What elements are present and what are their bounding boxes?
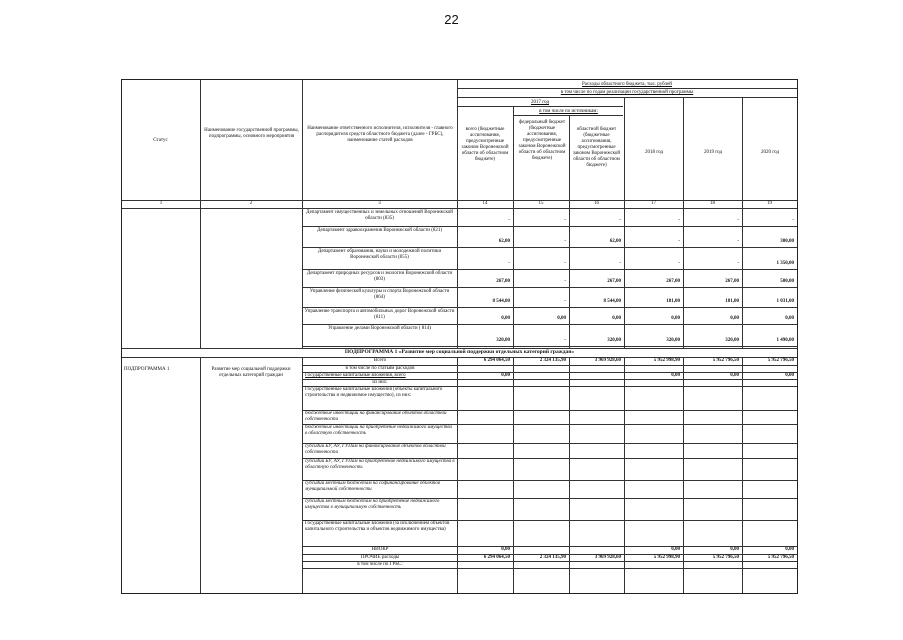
dept-row-value: - (564, 239, 566, 244)
dept-row-value: - (619, 218, 621, 223)
column-number: 2 (249, 201, 253, 206)
dept-row-value: - (564, 279, 566, 284)
dept-row-name: Департамент природных ресурсов и экологии Воронежской области (803) (306, 271, 453, 282)
detail-row-name: Государственные капитальные вложения, всего (305, 373, 406, 378)
detail-row-name: бюджетные инвестиции на финансирование объектов областной собственности (305, 411, 447, 422)
dept-row-value: 320,00 (496, 338, 510, 343)
dept-row-value: - (508, 261, 510, 266)
dept-row-name: Департамент имущественных и земельных отношений Воронежской области (835) (306, 210, 453, 221)
grid-line (742, 97, 743, 348)
detail-row-value: 0,00 (671, 373, 680, 378)
grid-line (302, 307, 797, 308)
column-number: 3 (378, 201, 381, 206)
header-by-sources: в том числе по источникам: (539, 109, 598, 114)
grid-line (457, 357, 458, 593)
dept-row-value: 320,00 (666, 338, 680, 343)
detail-row-value: 6 294 064,50 (483, 555, 510, 560)
dept-row-value: - (737, 239, 739, 244)
budget-table (121, 79, 798, 594)
detail-row-name: ПРОЧИЕ расходы (360, 555, 400, 560)
grid-line (302, 568, 797, 569)
dept-row-name: Управление физической культуры и спорта Воронежской области (864) (309, 289, 450, 300)
dept-row-name: Департамент образования, науки и молодежной политики Воронежской области (855) (317, 249, 442, 260)
header-year-2017: 2017 год (530, 100, 550, 105)
dept-row-name: Департамент здравоохранения Воронежской области (821) (316, 228, 443, 233)
detail-row-value: 5 952 998,90 (653, 358, 680, 363)
column-number: 14 (482, 201, 488, 206)
detail-row-value: 3 969 928,60 (594, 555, 621, 560)
grid-line (200, 357, 201, 593)
grid-line (569, 357, 570, 593)
grid-line (742, 357, 743, 593)
page-number: 22 (444, 12, 459, 27)
grid-line (569, 115, 570, 348)
dept-row-value: 267,00 (725, 279, 739, 284)
detail-row-value: 0,00 (730, 547, 739, 552)
header-2019: 2019 год (703, 150, 723, 155)
grid-line (457, 88, 797, 89)
detail-row-name: в том числе по ГРБС: (357, 562, 403, 567)
grid-line (200, 80, 201, 348)
detail-row-name: субсидии местным бюджетам на софинансирование объектов муниципальной собственности (305, 481, 441, 492)
header-by-years: в том числе по годам реализации государственной программы (560, 90, 694, 95)
dept-row-value: 267,00 (666, 279, 680, 284)
grid-line (513, 106, 514, 348)
detail-row-name: Государственные капитальные вложения (объекты капитального строительства и недвижимое имущество), из них: (305, 387, 443, 398)
dept-row-value: - (737, 218, 739, 223)
detail-row-name: в том числе по статьям расходов (345, 366, 415, 371)
column-number: 15 (538, 201, 544, 206)
header-col-federal: федеральный бюджет (бюджетные ассигнования, предусмотренные законом Воронежской области об областном бюджете) (518, 120, 566, 161)
grid-line (457, 106, 623, 107)
detail-row-name: Государственные капитальные вложения (за исключением объектов капитального строительства и объектов недвижимого имущества) (305, 521, 450, 532)
detail-row-value: 3 969 928,60 (594, 358, 621, 363)
grid-line (122, 348, 797, 349)
column-number: 18 (710, 201, 715, 206)
grid-line (302, 324, 797, 325)
dept-row-value: 8 544,00 (492, 299, 510, 304)
detail-row-value: 6 294 064,50 (483, 358, 510, 363)
dept-row-value: 500,00 (780, 279, 794, 284)
dept-row-value: 62,00 (498, 239, 510, 244)
header-program-name: Наименование государственной программы, подпрограммы, основного мероприятия (204, 128, 299, 139)
subprogram-name: Развитие мер социальной поддержки отдельных категорий граждан (211, 367, 291, 378)
header-expenses-title: Расходы областного бюджета, тыс. рублей (582, 82, 672, 87)
dept-row-value: 0,00 (557, 316, 566, 321)
dept-row-value: 0,00 (501, 316, 510, 321)
dept-row-value: - (619, 261, 621, 266)
detail-row-value: 2 324 135,90 (539, 555, 566, 560)
dept-row-value: - (564, 261, 566, 266)
dept-row-value: - (737, 261, 739, 266)
grid-line (302, 357, 303, 593)
subprogram-heading: ПОДПРОГРАММА 1 «Развитие мер социальной поддержки отдельных категорий граждан» (344, 349, 575, 355)
column-number: 17 (651, 201, 656, 206)
dept-row-value: 300,00 (780, 239, 794, 244)
detail-row-name: из них: (372, 380, 388, 385)
detail-row-name: субсидии БУ, АУ, ГУПам на финансирование объектов областной собственности (305, 444, 446, 455)
header-2020: 2020 год (760, 150, 780, 155)
detail-row-value: 5 952 796,50 (712, 555, 739, 560)
dept-row-value: 1 350,00 (776, 261, 794, 266)
dept-row-value: 0,00 (671, 316, 680, 321)
grid-line (302, 346, 797, 347)
header-2018: 2018 год (644, 150, 664, 155)
detail-row-value: 0,00 (730, 373, 739, 378)
dept-row-name: Управление транспорта и автомобильных дорог Воронежской области (811) (304, 309, 455, 320)
dept-row-value: 0,00 (612, 316, 621, 321)
dept-row-value: 62,00 (609, 239, 621, 244)
dept-row-value: 1 031,00 (776, 299, 794, 304)
detail-row-value: 0,00 (785, 373, 794, 378)
dept-row-value: - (564, 338, 566, 343)
header-col-regional: областной бюджет (бюджетные ассигнования, предусмотренные законом Воронежской области об областном бюджете) (572, 127, 621, 168)
grid-line (457, 97, 797, 98)
detail-row-name: НИОКР (371, 547, 389, 552)
detail-row-value: 0,00 (501, 373, 510, 378)
dept-row-value: 267,00 (607, 279, 621, 284)
detail-row-name: бюджетные инвестиции на приобретение недвижимого имущества в областную собственность (305, 425, 452, 436)
grid-line (302, 226, 797, 227)
detail-row-value: 5 952 796,50 (712, 358, 739, 363)
dept-row-value: - (564, 299, 566, 304)
dept-row-value: 181,00 (666, 299, 680, 304)
detail-row-value: 0,00 (785, 547, 794, 552)
detail-row-value: 2 324 135,90 (539, 358, 566, 363)
detail-row-name: субсидии БУ, АУ, ГУПам на приобретение недвижимого имущества в областную собственность (305, 459, 455, 470)
grid-line (302, 287, 797, 288)
dept-row-value: - (678, 261, 680, 266)
detail-row-value: 0,00 (671, 547, 680, 552)
detail-row-value: 5 952 998,90 (653, 555, 680, 560)
dept-row-value: 320,00 (725, 338, 739, 343)
detail-row-value: 5 952 796,50 (767, 358, 794, 363)
grid-line (302, 269, 797, 270)
column-number: 1 (159, 201, 163, 206)
header-status: Статус (153, 138, 168, 143)
grid-line (683, 97, 684, 348)
dept-row-value: 1 490,00 (776, 338, 794, 343)
dept-row-value: 0,00 (730, 316, 739, 321)
dept-row-value: - (792, 218, 794, 223)
dept-row-value: 0,00 (785, 316, 794, 321)
detail-row-value: 0,00 (501, 547, 510, 552)
dept-row-value: 181,00 (725, 299, 739, 304)
subprogram-status: ПОДПРОГРАММА 1 (124, 367, 170, 372)
grid-line (624, 97, 625, 348)
detail-row-value: 5 952 796,50 (767, 555, 794, 560)
grid-line (624, 357, 625, 593)
header-col-all: всего (бюджетные ассигнования, предусмотренные законом Воронежской области об областном бюджете) (461, 127, 509, 162)
grid-line (122, 208, 797, 209)
grid-line (302, 247, 797, 248)
column-number: 16 (594, 201, 599, 206)
dept-row-value: - (508, 218, 510, 223)
dept-row-name: Управление делами Воронежской области ( 814) (328, 326, 431, 331)
detail-row-name: субсидии местным бюджетам на приобретение недвижимого имущества в муниципальную собственность (305, 499, 440, 510)
dept-row-value: - (678, 239, 680, 244)
dept-row-value: 320,00 (607, 338, 621, 343)
column-number: 19 (767, 201, 772, 206)
dept-row-value: - (564, 218, 566, 223)
dept-row-value: 267,00 (496, 279, 510, 284)
detail-row-name: Всего (373, 358, 387, 363)
dept-row-value: - (678, 218, 680, 223)
grid-line (683, 357, 684, 593)
grid-line (513, 357, 514, 593)
dept-row-value: 8 544,00 (603, 299, 621, 304)
header-executor: Наименование ответственного исполнителя, исполнителя - главного распорядителя средств областного бюджета (далее - ГРБС), наименование статей расходов (307, 126, 453, 143)
grid-line (513, 115, 623, 116)
